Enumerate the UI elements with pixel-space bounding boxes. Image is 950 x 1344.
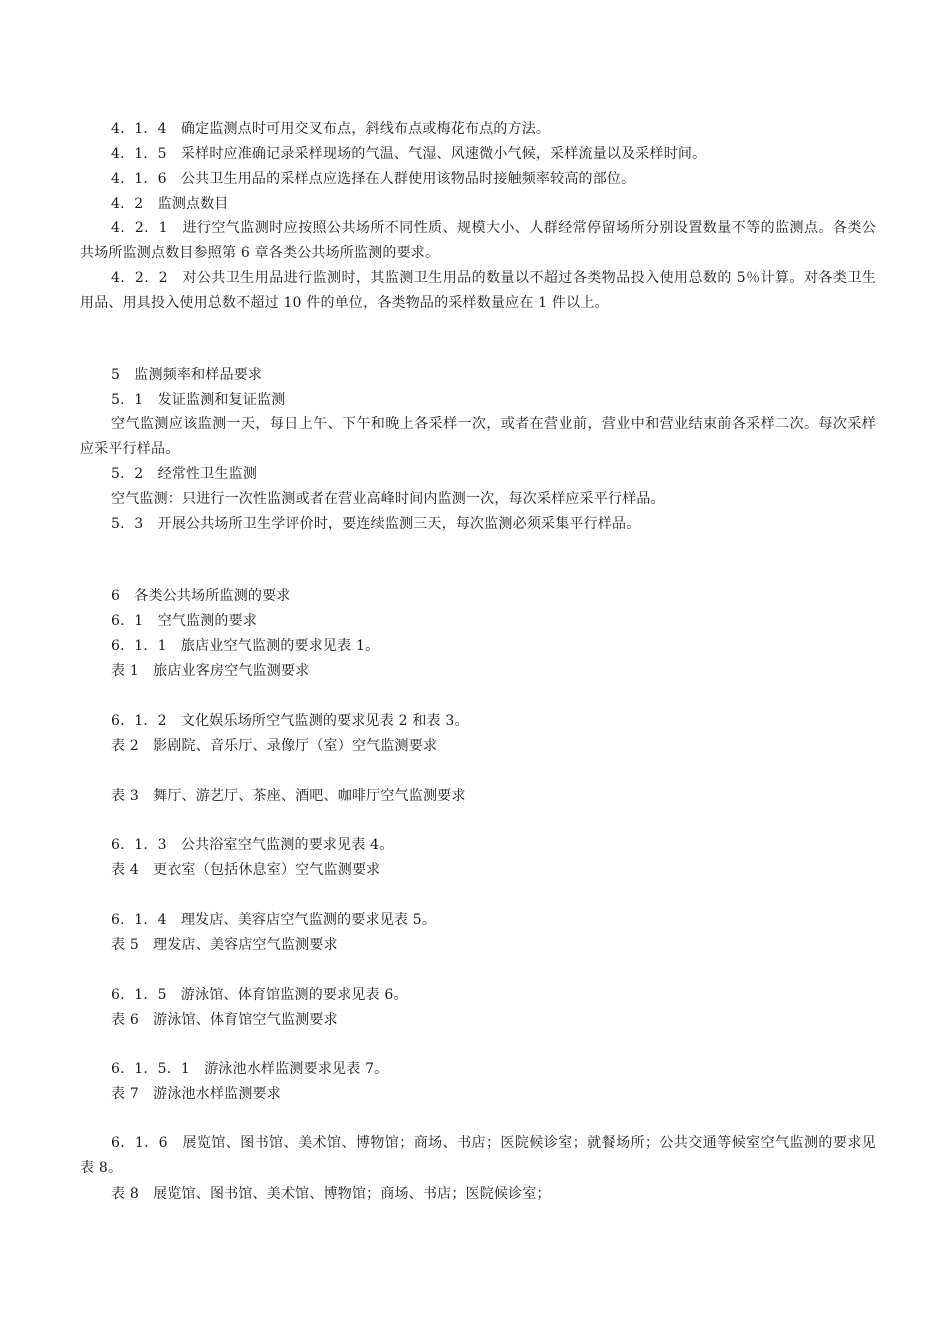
table-7-caption: 表 7 游泳池水样监测要求 — [111, 1086, 281, 1102]
table-3-caption: 表 3 舞厅、游艺厅、茶座、酒吧、咖啡厅空气监测要求 — [111, 788, 466, 804]
heading-4-2: 4．2 监测点数目 — [111, 196, 229, 212]
heading-section-6: 6 各类公共场所监测的要求 — [111, 588, 291, 604]
clause-6-1-3: 6．1．3 公共浴室空气监测的要求见表 4。 — [111, 837, 394, 853]
clause-6-1-6: 6．1．6 展览馆、图书馆、美术馆、博物馆；商场、书店；医院候诊室；就餐场所；公共交通等候室空气监测的要求见表 8。 — [80, 1135, 876, 1176]
clause-6-1-2: 6．1．2 文化娱乐场所空气监测的要求见表 2 和表 3。 — [111, 713, 469, 729]
paragraph-5-2: 空气监测：只进行一次性监测或者在营业高峰时间内监测一次，每次采样应采平行样品。 — [111, 491, 665, 507]
clause-6-1-1: 6．1．1 旅店业空气监测的要求见表 1。 — [111, 638, 380, 654]
clause-6-1-5-1: 6．1．5．1 游泳池水样监测要求见表 7。 — [111, 1061, 389, 1077]
clause-4-1-5: 4．1．5 采样时应准确记录采样现场的气温、气湿、风速微小气候，采样流量以及采样时间。 — [111, 146, 707, 162]
table-2-caption: 表 2 影剧院、音乐厅、录像厅（室）空气监测要求 — [111, 738, 438, 754]
clause-4-2-2: 4．2．2 对公共卫生用品进行监测时，其监测卫生用品的数量以不超过各类物品投入使用总数的 5％计算。对各类卫生用品、用具投入使用总数不超过 10 件的单位，各类物品的采样数量应在 1 件以上。 — [80, 270, 876, 311]
table-1-caption: 表 1 旅店业客房空气监测要求 — [111, 663, 310, 679]
table-6-caption: 表 6 游泳馆、体育馆空气监测要求 — [111, 1012, 338, 1028]
heading-6-1: 6．1 空气监测的要求 — [111, 613, 258, 629]
table-4-caption: 表 4 更衣室（包括休息室）空气监测要求 — [111, 862, 381, 878]
paragraph-5-1: 空气监测应该监测一天，每日上午、下午和晚上各采样一次，或者在营业前，营业中和营业结束前各采样二次。每次采样应采平行样品。 — [80, 416, 876, 457]
clause-6-1-5: 6．1．5 游泳馆、体育馆监测的要求见表 6。 — [111, 987, 408, 1003]
heading-5-1: 5．1 发证监测和复证监测 — [111, 392, 286, 408]
clause-6-1-4: 6．1．4 理发店、美容店空气监测的要求见表 5。 — [111, 912, 437, 928]
heading-5-2: 5．2 经常性卫生监测 — [111, 466, 258, 482]
table-5-caption: 表 5 理发店、美容店空气监测要求 — [111, 937, 338, 953]
clause-5-3: 5．3 开展公共场所卫生学评价时，要连续监测三天，每次监测必须采集平行样品。 — [111, 516, 641, 532]
clause-4-2-1: 4．2．1 进行空气监测时应按照公共场所不同性质、规模大小、人群经常停留场所分别设置数量不等的监测点。各类公共场所监测点数目参照第 6 章各类公共场所监测的要求。 — [80, 220, 876, 261]
clause-4-1-4: 4．1．4 确定监测点时可用交叉布点，斜线布点或梅花布点的方法。 — [111, 121, 551, 137]
heading-section-5: 5 监测频率和样品要求 — [111, 367, 263, 383]
table-8-caption: 表 8 展览馆、图书馆、美术馆、博物馆；商场、书店；医院候诊室； — [111, 1186, 551, 1202]
clause-4-1-6: 4．1．6 公共卫生用品的采样点应选择在人群使用该物品时接触频率较高的部位。 — [111, 171, 636, 187]
